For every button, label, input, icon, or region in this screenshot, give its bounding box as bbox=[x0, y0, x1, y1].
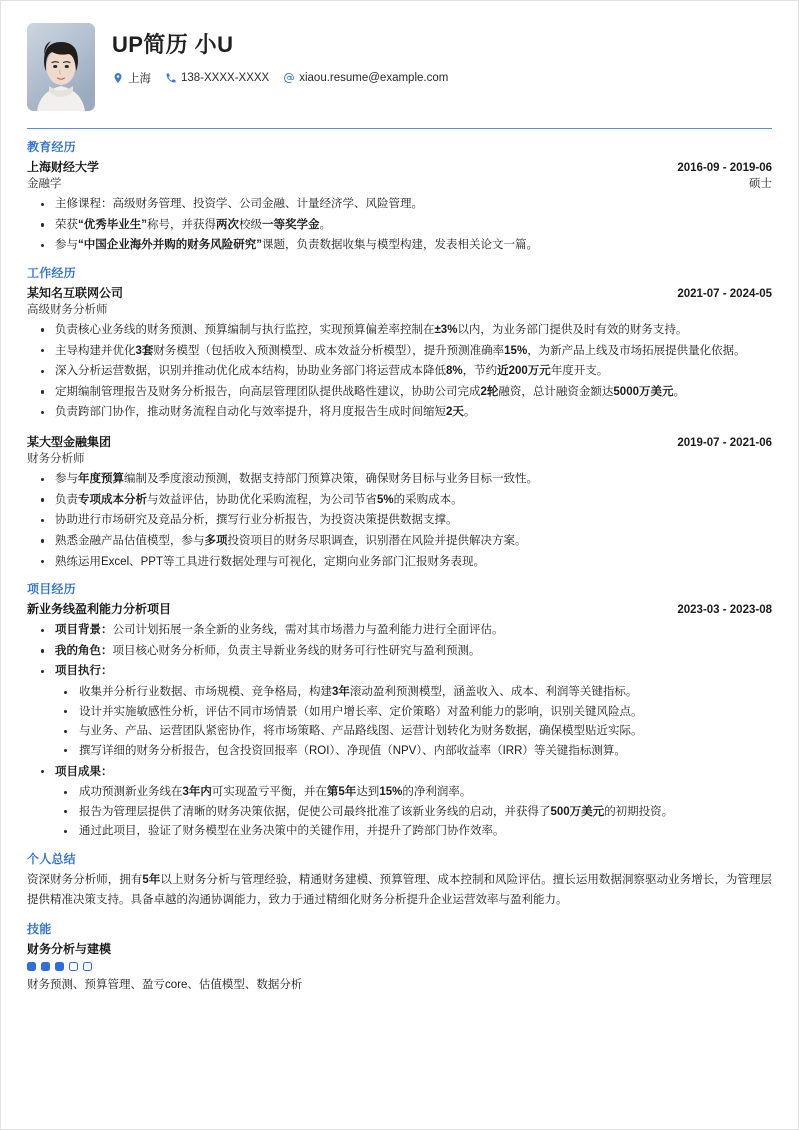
section-title-education: 教育经历 bbox=[27, 140, 76, 154]
body-text: ，节约 bbox=[462, 365, 498, 378]
sub-bullet-item bbox=[55, 822, 772, 841]
work-company: 某大型金融集团 bbox=[27, 435, 112, 449]
education-school: 上海财经大学 bbox=[27, 160, 100, 174]
body-text: 参与 bbox=[55, 239, 78, 252]
highlight-text: 15% bbox=[504, 344, 528, 357]
phone-icon bbox=[165, 72, 177, 84]
skill-rating bbox=[27, 962, 772, 971]
work-bullets bbox=[27, 470, 772, 571]
bullet-item bbox=[27, 553, 772, 572]
bullet-item bbox=[27, 195, 772, 214]
education-degree: 硕士 bbox=[749, 178, 772, 190]
body-text: 报告为管理层提供了清晰的财务决策依据，促使公司最终批准了该新业务线的启动，并获得了 bbox=[79, 805, 551, 818]
sub-bullet-list bbox=[55, 683, 772, 761]
highlight-text: 2轮 bbox=[480, 385, 499, 398]
highlight-text: 年度预算 bbox=[78, 473, 124, 485]
bullet-item bbox=[27, 532, 772, 551]
highlight-text: 3年内 bbox=[182, 786, 212, 799]
entry-header bbox=[27, 284, 772, 301]
highlight-text: 500万美元 bbox=[550, 805, 605, 818]
body-text: 。 bbox=[463, 406, 476, 419]
body-text: 以上财务分析与管理经验，精通财务建模、预算管理、成本控制和风险评估。擅长运用数据洞察驱动业务增长，为管理层提供精准决策支持。具备卓越的沟通协调能力，致力于通过精细化财务分析提升企业运营效率与盈利能力。 bbox=[27, 874, 772, 907]
avatar bbox=[27, 23, 95, 111]
section-title-summary: 个人总结 bbox=[27, 852, 76, 866]
bullet-item bbox=[27, 642, 772, 661]
email-icon bbox=[283, 72, 295, 84]
bullet-item bbox=[27, 470, 772, 489]
entry-header bbox=[27, 433, 772, 450]
body-text: 负责 bbox=[55, 493, 78, 506]
section-title-skills: 技能 bbox=[27, 921, 52, 936]
sub-bullet-item bbox=[55, 722, 772, 741]
body-text: 校级 bbox=[239, 218, 262, 231]
rating-dot-empty[interactable] bbox=[83, 962, 92, 971]
section-project bbox=[27, 580, 772, 841]
bullet-group-label: 项目成果： bbox=[55, 765, 113, 778]
body-text: 与业务、产品、运营团队紧密协作，将市场策略、产品路线图、运营计划转化为财务数据，确保模型贴近实际。 bbox=[79, 725, 643, 738]
contact-location-text: 上海 bbox=[128, 73, 151, 86]
work-role: 高级财务分析师 bbox=[27, 303, 108, 316]
entry-subheader bbox=[27, 175, 772, 191]
body-text: 定期编制管理报告及财务分析报告，向高层管理团队提供战略性建议，协助公司完成 bbox=[55, 385, 481, 398]
location-icon bbox=[112, 72, 124, 84]
body-text: 财务模型（包括收入预测模型、成本效益分析模型），提升预测准确率 bbox=[153, 344, 505, 357]
sub-bullet-item bbox=[55, 703, 772, 722]
contact-phone bbox=[165, 72, 269, 84]
body-text: 资深财务分析师，拥有 bbox=[27, 874, 143, 886]
section-title-work: 工作经历 bbox=[27, 265, 76, 280]
contact-email bbox=[283, 72, 448, 84]
body-text: 设计并实施敏感性分析，评估不同市场情景（如用户增长率、定价策略）对盈利能力的影响，识别关键风险点。 bbox=[79, 705, 643, 718]
body-text: 熟悉金融产品估值模型，参与 bbox=[55, 534, 205, 547]
bullet-group bbox=[27, 662, 772, 760]
resume-header bbox=[27, 23, 772, 111]
body-text: 通过此项目，验证了财务模型在业务决策中的关键作用，并提升了跨部门协作效率。 bbox=[79, 825, 505, 838]
highlight-text: 5% bbox=[377, 493, 394, 506]
work-role: 财务分析师 bbox=[27, 453, 85, 465]
work-date: 2019-07 - 2021-06 bbox=[677, 437, 772, 449]
body-text: 公司计划拓展一条全新的业务线，需对其市场潜力与盈利能力进行全面评估。 bbox=[112, 624, 504, 637]
entry-header bbox=[27, 600, 772, 617]
body-text: 撰写详细的财务分析报告，包含投资回报率（ROI）、净现值（NPV）、内部收益率（IRR）等关键指标测算。 bbox=[79, 744, 626, 757]
highlight-text: 一等奖学金 bbox=[262, 218, 320, 231]
entry-subheader bbox=[27, 301, 772, 317]
skill-tags: 财务预测、预算管理、盈亏core、估值模型、数据分析 bbox=[27, 978, 303, 991]
body-text: 的初期投资。 bbox=[604, 805, 674, 818]
highlight-text: “优秀毕业生” bbox=[78, 218, 147, 231]
bullet-item bbox=[27, 216, 772, 235]
body-text: 。 bbox=[319, 218, 331, 231]
body-text: 年度开支。 bbox=[550, 365, 609, 378]
contact-list bbox=[112, 70, 772, 86]
entry-header bbox=[27, 158, 772, 175]
body-text: 课题，负责数据收集与模型构建，发表相关论文一篇。 bbox=[262, 239, 538, 252]
highlight-text: 项目背景： bbox=[55, 624, 113, 637]
project-date: 2023-03 - 2023-08 bbox=[677, 604, 772, 617]
header-divider bbox=[27, 128, 772, 129]
body-text: ，为新产品上线及市场拓展提供量化依据。 bbox=[527, 344, 746, 357]
body-text: 的采购成本。 bbox=[393, 493, 463, 506]
bullet-item bbox=[27, 383, 772, 402]
section-summary bbox=[27, 850, 772, 911]
bullet-group bbox=[27, 763, 772, 842]
body-text: 协助进行市场研究及竞品分析，撰写行业分析报告，为投资决策提供数据支撑。 bbox=[55, 514, 458, 527]
summary-text bbox=[27, 870, 772, 911]
body-text: 融资，总计融资金额达 bbox=[498, 385, 614, 398]
bullet-group-label: 项目执行： bbox=[55, 665, 113, 678]
body-text: 可实现盈亏平衡，并在 bbox=[211, 786, 327, 799]
body-text: 主导构建并优化 bbox=[55, 344, 136, 357]
rating-dot-filled[interactable] bbox=[55, 962, 64, 971]
project-entry bbox=[27, 600, 772, 841]
bullet-item bbox=[27, 236, 772, 255]
highlight-text: 8% bbox=[446, 365, 463, 378]
work-bullets bbox=[27, 321, 772, 422]
skill-label: 财务分析与建模 bbox=[27, 941, 112, 956]
body-text: 主修课程：高级财务管理、投资学、公司金融、计量经济学、风险管理。 bbox=[55, 198, 423, 210]
body-text: 以内，为业务部门提供及时有效的财务支持。 bbox=[457, 323, 688, 336]
highlight-text: 第5年 bbox=[326, 786, 357, 799]
project-name: 新业务线盈利能力分析项目 bbox=[27, 602, 172, 617]
body-text: 参与 bbox=[55, 473, 78, 485]
sub-bullet-item bbox=[55, 803, 772, 822]
rating-dot-filled[interactable] bbox=[27, 962, 36, 971]
highlight-text: ±3% bbox=[434, 323, 458, 336]
rating-dot-filled[interactable] bbox=[41, 962, 50, 971]
highlight-text: 5年 bbox=[142, 874, 161, 886]
project-bullets bbox=[27, 621, 772, 841]
sub-bullet-list bbox=[55, 783, 772, 841]
body-text: 编制及季度滚动预测，数据支持部门预算决策，确保财务目标与业务目标一致性。 bbox=[124, 473, 538, 485]
highlight-text: 5000万美元 bbox=[613, 385, 674, 398]
bullet-item bbox=[27, 511, 772, 530]
entry-subheader bbox=[27, 450, 772, 466]
contact-location bbox=[112, 70, 151, 86]
body-text: 荣获 bbox=[55, 218, 78, 231]
education-major: 金融学 bbox=[27, 178, 62, 190]
resume-page bbox=[1, 1, 798, 992]
section-education bbox=[27, 138, 772, 255]
page-title: UP简历 小U bbox=[112, 32, 234, 57]
work-entry bbox=[27, 284, 772, 422]
contact-phone-text: 138-XXXX-XXXX bbox=[181, 72, 270, 85]
work-company: 某知名互联网公司 bbox=[27, 285, 124, 300]
sub-bullet-item bbox=[55, 742, 772, 761]
bullet-item bbox=[27, 321, 772, 340]
highlight-text: 多项 bbox=[204, 534, 228, 547]
section-work bbox=[27, 264, 772, 571]
highlight-text: 2天 bbox=[446, 406, 464, 419]
body-text: 项目核心财务分析师，负责主导新业务线的财务可行性研究与盈利预测。 bbox=[112, 644, 481, 657]
bullet-item bbox=[27, 342, 772, 361]
body-text: 负责跨部门协作，推动财务流程自动化与效率提升，将月度报告生成时间缩短 bbox=[55, 406, 446, 419]
header-text bbox=[112, 23, 772, 86]
education-date: 2016-09 - 2019-06 bbox=[677, 162, 772, 174]
body-text: 达到 bbox=[356, 786, 380, 799]
highlight-text: 3套 bbox=[135, 344, 154, 357]
body-text: 熟练运用Excel、PPT等工具进行数据处理与可视化，定期向业务部门汇报财务表现。 bbox=[55, 555, 485, 568]
portrait-illustration bbox=[27, 23, 95, 111]
education-entry bbox=[27, 158, 772, 255]
bullet-item bbox=[27, 621, 772, 640]
body-text: 的净利润率。 bbox=[402, 786, 472, 799]
body-text: 深入分析运营数据，识别并推动优化成本结构，协助业务部门将运营成本降低 bbox=[55, 365, 446, 378]
body-text: 成功预测新业务线在 bbox=[79, 786, 183, 799]
body-text: 收集并分析行业数据、市场规模、竞争格局，构建 bbox=[79, 686, 332, 698]
education-bullets bbox=[27, 195, 772, 255]
body-text: 投资项目的财务尽职调查，识别潜在风险并提供解决方案。 bbox=[227, 534, 527, 547]
highlight-text: 15% bbox=[379, 786, 403, 799]
body-text: 。 bbox=[673, 385, 685, 398]
highlight-text: 近200万元 bbox=[497, 365, 551, 378]
body-text: 负责核心业务线的财务预测、预算编制与执行监控，实现预算偏差率控制在 bbox=[55, 323, 435, 336]
highlight-text: 我的角色： bbox=[55, 644, 113, 657]
highlight-text: 3年 bbox=[332, 686, 350, 698]
contact-email-text: xiaou.resume@example.com bbox=[299, 72, 449, 85]
highlight-text: “中国企业海外并购的财务风险研究” bbox=[78, 239, 262, 252]
body-text: 称号，并获得 bbox=[147, 218, 216, 231]
bullet-item bbox=[27, 403, 772, 422]
section-skills bbox=[27, 920, 772, 992]
body-text: 滚动盈利预测模型，涵盖收入、成本、利润等关键指标。 bbox=[349, 686, 638, 698]
bullet-item bbox=[27, 491, 772, 510]
work-date: 2021-07 - 2024-05 bbox=[677, 287, 772, 300]
section-title-project: 项目经历 bbox=[27, 582, 76, 597]
bullet-item bbox=[27, 362, 772, 381]
highlight-text: 专项成本分析 bbox=[78, 493, 147, 506]
body-text: 与效益评估，协助优化采购流程，为公司节省 bbox=[147, 493, 377, 506]
sub-bullet-item bbox=[55, 683, 772, 702]
rating-dot-empty[interactable] bbox=[69, 962, 78, 971]
sub-bullet-item bbox=[55, 783, 772, 802]
work-entry bbox=[27, 433, 772, 571]
highlight-text: 两次 bbox=[216, 218, 239, 231]
